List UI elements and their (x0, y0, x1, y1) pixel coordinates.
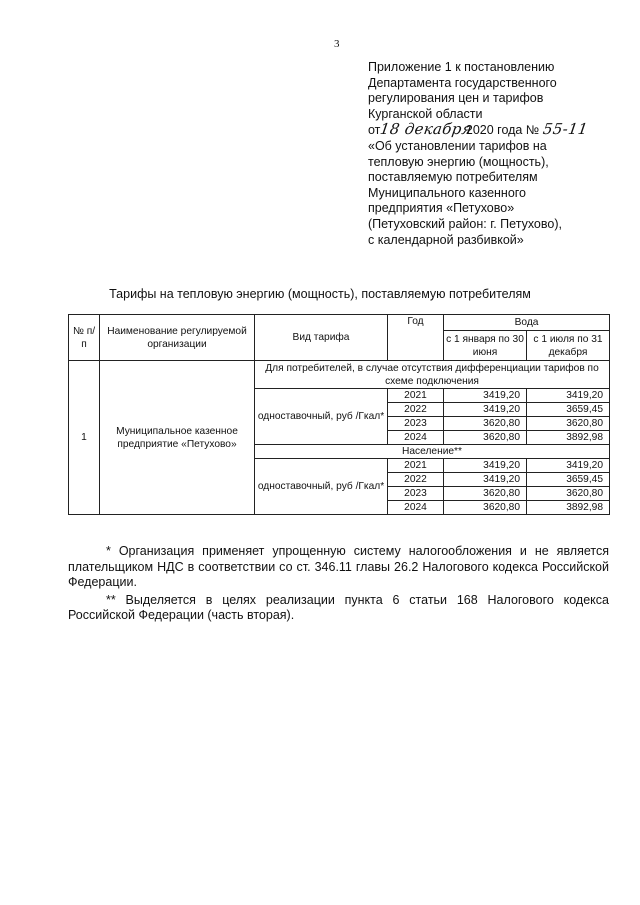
value-cell: 3620,80 (444, 501, 527, 515)
value-cell: 3620,80 (444, 417, 527, 431)
year-cell: 2023 (388, 417, 444, 431)
value-cell: 3419,20 (444, 403, 527, 417)
year-cell: 2024 (388, 501, 444, 515)
appendix-line: Департамента государственного (368, 75, 557, 90)
organization-name: Муниципальное казенное предприятие «Петухово» (100, 361, 255, 515)
appendix-line: регулирования цен и тарифов (368, 91, 544, 106)
appendix-subject-line: с календарной разбивкой» (368, 232, 524, 247)
value-cell: 3659,45 (527, 473, 610, 487)
year-cell: 2022 (388, 403, 444, 417)
appendix-subject-line: поставляемую потребителям (368, 170, 538, 185)
header-org: Наименование регулируемой организации (100, 315, 255, 361)
table-title: Тарифы на тепловую энергию (мощность), поставляемую потребителям (109, 287, 531, 301)
appendix-subject-line: Муниципального казенного (368, 185, 527, 200)
tariff-type: одноставочный, руб /Гкал* (255, 389, 388, 445)
appendix-line: Приложение 1 к постановлению (368, 60, 555, 74)
appendix-block (368, 60, 618, 248)
header-type: Вид тарифа (255, 315, 388, 361)
value-cell: 3419,20 (527, 459, 610, 473)
value-cell: 3620,80 (527, 417, 610, 431)
value-cell: 3620,80 (444, 431, 527, 445)
year-cell: 2024 (388, 431, 444, 445)
row-number: 1 (69, 361, 100, 515)
date-prefix: от (368, 123, 381, 138)
value-cell: 3659,45 (527, 403, 610, 417)
year-cell: 2022 (388, 473, 444, 487)
header-first-half: с 1 января по 30 июня (444, 331, 527, 361)
footnote-vat: * Организация применяет упрощенную систему налогообложения и не является плательщиком НДС в соответствии со ст. 346.11 главы 26.2 Налогового кодекса Российской Федерации. (68, 544, 609, 589)
appendix-subject-line: (Петуховский район: г. Петухово), (368, 216, 562, 231)
footnote-population: ** Выделяется в целях реализации пункта 6 статьи 168 Налогового кодекса Российской Федерации (часть вторая). (68, 592, 609, 622)
year-cell: 2023 (388, 487, 444, 501)
header-num: № п/п (69, 315, 100, 361)
appendix-line: Курганской области (368, 106, 483, 121)
appendix-subject-line: предприятия «Петухово» (368, 201, 515, 216)
tariff-table (68, 314, 610, 515)
year-cell: 2021 (388, 459, 444, 473)
year-cell: 2021 (388, 389, 444, 403)
handwritten-date: 18 декабря (379, 120, 474, 139)
page-number: 3 (334, 38, 340, 50)
tariff-type: одноставочный, руб /Гкал* (255, 459, 388, 515)
value-cell: 3419,20 (527, 389, 610, 403)
value-cell: 3620,80 (527, 487, 610, 501)
appendix-subject-line: тепловую энергию (мощность), (368, 154, 549, 169)
value-cell: 3892,98 (527, 501, 610, 515)
value-cell: 3419,20 (444, 389, 527, 403)
value-cell: 3419,20 (444, 459, 527, 473)
date-suffix: 2020 года № (465, 123, 540, 138)
header-second-half: с 1 июля по 31 декабря (527, 331, 610, 361)
value-cell: 3620,80 (444, 487, 527, 501)
group-title: Для потребителей, в случае отсутствия дифференциации тарифов по схеме подключения (255, 361, 610, 389)
header-year: Год (388, 315, 444, 361)
value-cell: 3892,98 (527, 431, 610, 445)
group-title: Население** (255, 445, 610, 459)
appendix-date-line (368, 122, 618, 139)
handwritten-number: 55-11 (541, 120, 589, 139)
value-cell: 3419,20 (444, 473, 527, 487)
footnotes (68, 544, 609, 626)
header-water: Вода (444, 315, 610, 331)
appendix-subject-line: «Об установлении тарифов на (368, 138, 547, 153)
